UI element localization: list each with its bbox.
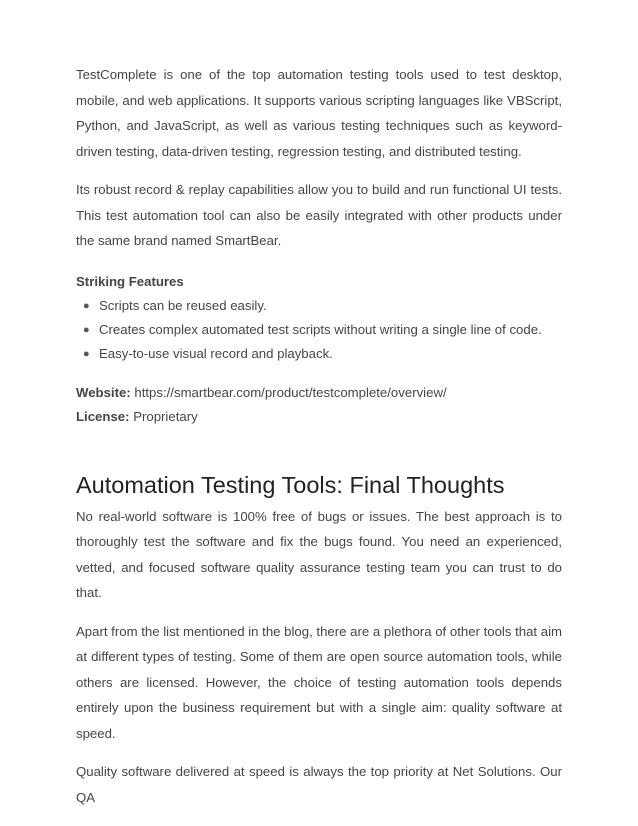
license-line: [76, 405, 562, 429]
website-link[interactable]: https://smartbear.com/product/testcomplete/overview/: [134, 384, 447, 400]
license-label: License:: [76, 408, 130, 424]
intro-paragraph-1: TestComplete is one of the top automation testing tools used to test desktop, mobile, and web applications. It supports various scripting languages like VBScript, Python, and JavaScript, as well as various testing techniques such as keyword-driven testing, data-driven testing, regression testing, and distributed testing.: [76, 67, 562, 159]
feature-text: Scripts can be reused easily.: [99, 297, 267, 313]
list-item: [76, 342, 562, 366]
website-line: [76, 381, 562, 405]
list-item: [76, 318, 562, 342]
intro-paragraph-2: Its robust record & replay capabilities allow you to build and run functional UI tests. This test automation tool can also be easily integrated with other products under the same brand named SmartBear.: [76, 182, 562, 248]
bullet-icon: ●: [83, 323, 90, 336]
feature-text: Creates complex automated test scripts without writing a single line of code.: [99, 321, 542, 337]
section-paragraph-1: No real-world software is 100% free of bugs or issues. The best approach is to thoroughly test the software and fix the bugs found. You need an experienced, vetted, and focused software quality assurance testing team you can trust to do that.: [76, 508, 562, 600]
website-label: Website:: [76, 384, 131, 400]
section-title: Automation Testing Tools: Final Thoughts: [76, 471, 505, 498]
section-paragraph-3: Quality software delivered at speed is always the top priority at Net Solutions. Our QA: [76, 764, 562, 805]
features-list: [76, 294, 562, 366]
section-paragraph-2: Apart from the list mentioned in the blog, there are a plethora of other tools that aim at different types of testing. Some of them are open source automation tools, while others are licensed. However, the choice of testing automation tools depends entirely upon the business requirement but with a single aim: quality software at speed.: [76, 623, 563, 741]
bullet-icon: ●: [83, 347, 90, 360]
license-value: Proprietary: [133, 408, 198, 424]
feature-text: Easy-to-use visual record and playback.: [99, 345, 333, 361]
list-item: [76, 294, 562, 318]
features-heading: Striking Features: [76, 273, 184, 289]
document-page: [76, 62, 562, 810]
bullet-icon: ●: [83, 299, 90, 312]
